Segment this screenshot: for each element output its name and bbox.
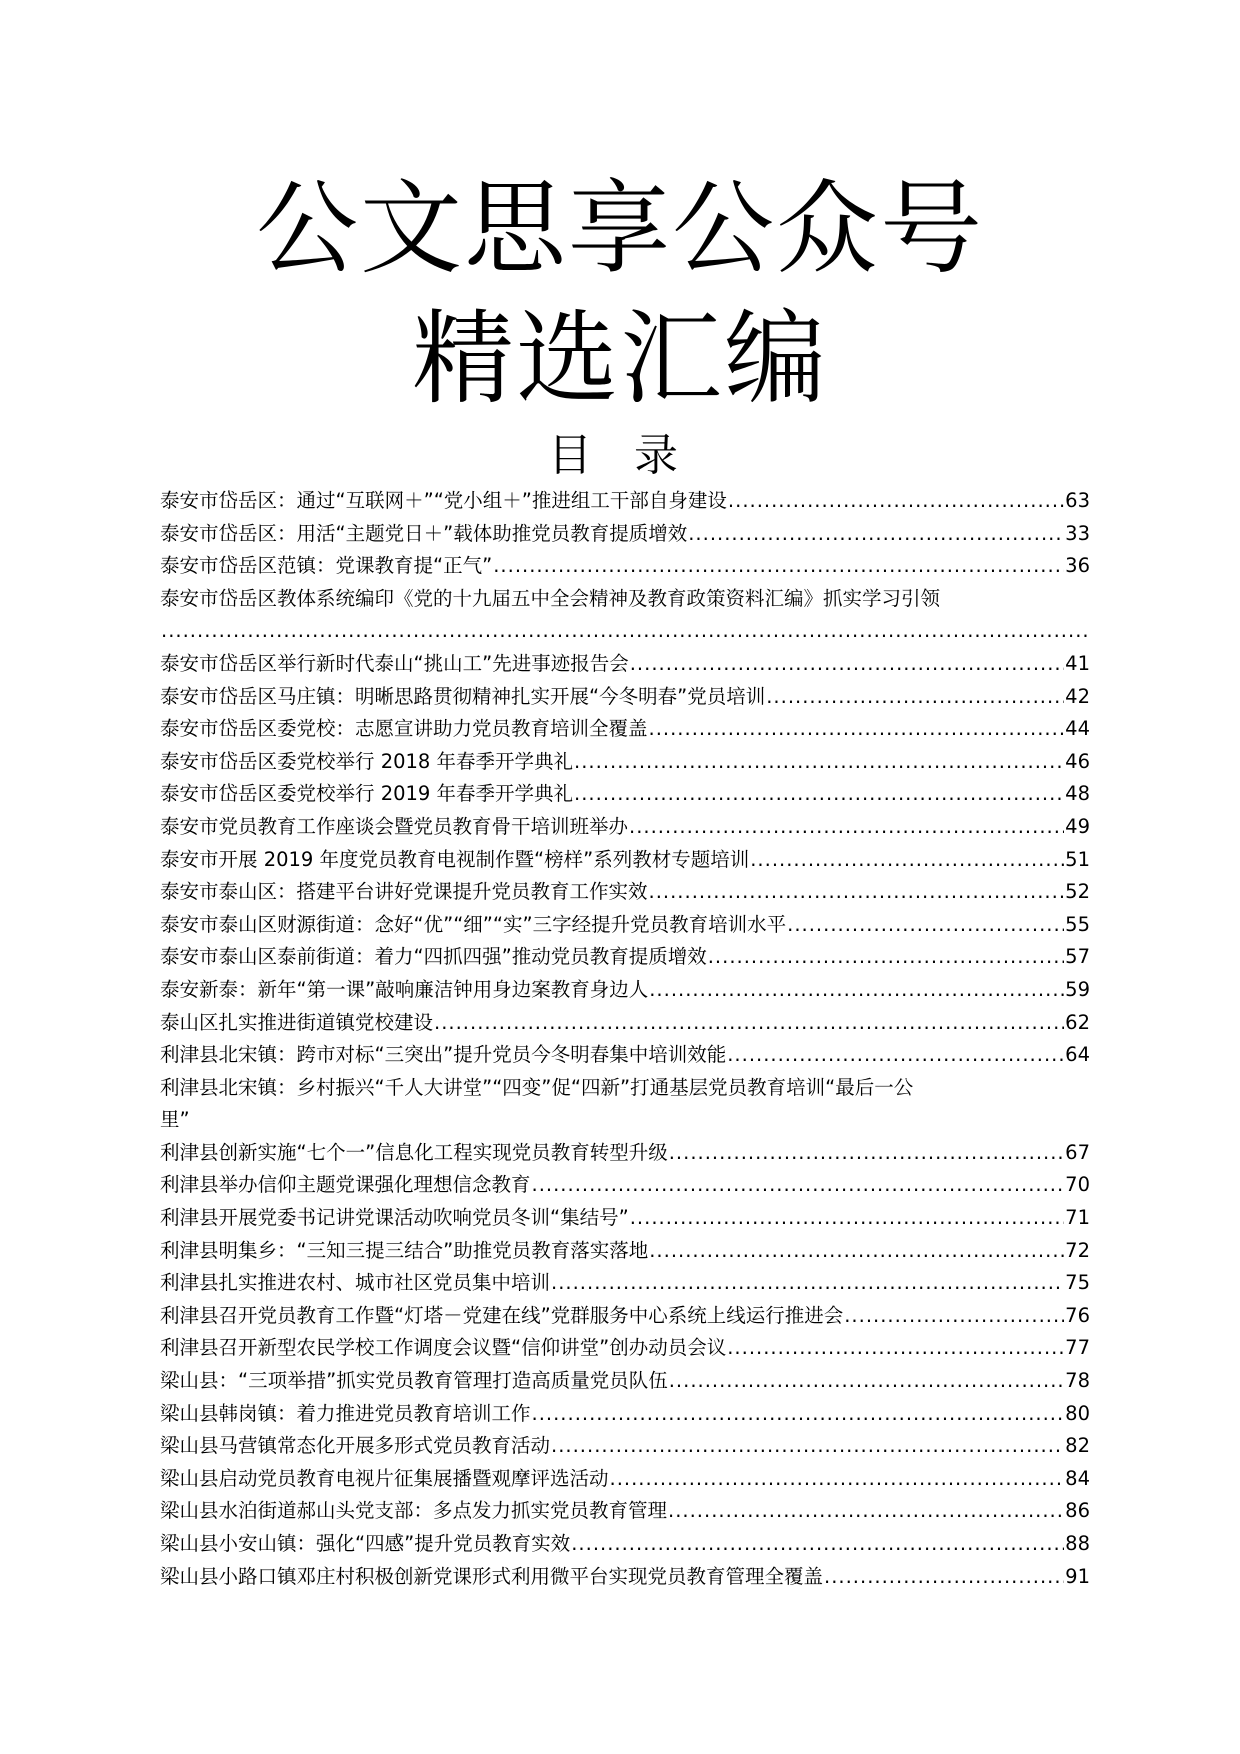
toc-leader-dots — [610, 1463, 1065, 1496]
document-title-line1: 公文思享公众号 — [256, 170, 984, 289]
toc-page-number: 91 — [1065, 1564, 1090, 1588]
toc-entry[interactable] — [160, 1561, 1090, 1594]
toc-page-number: 82 — [1065, 1434, 1090, 1458]
toc-entry-title: 梁山县马营镇常态化开展多形式党员教育活动 — [160, 1434, 551, 1458]
toc-entry[interactable] — [160, 713, 1090, 746]
toc-entry-title: 泰安市岱岳区：用活“主题党日＋”载体助推党员教育提质增效 — [160, 521, 688, 545]
toc-leader-dots — [630, 648, 1064, 681]
toc-page-number: 51 — [1065, 847, 1090, 871]
toc-entry[interactable] — [160, 1202, 1090, 1235]
toc-entry-title: 泰安市岱岳区委党校举行 2019 年春季开学典礼 — [160, 782, 574, 806]
toc-entry-title: 泰安市岱岳区：通过“互联网＋”“党小组＋”推进组工干部自身建设 — [160, 489, 727, 512]
toc-page-number: 62 — [1065, 1010, 1090, 1034]
toc-page-number: 57 — [1065, 945, 1090, 969]
toc-entry-title: 泰安市开展 2019 年度党员教育电视制作暨“榜样”系列教材专题培训 — [160, 847, 750, 871]
toc-entry-title: 梁山县小安山镇：强化“四感”提升党员教育实效 — [160, 1532, 571, 1555]
toc-entry[interactable] — [160, 1072, 1090, 1137]
toc-entry[interactable] — [160, 583, 1090, 648]
toc-entry[interactable] — [160, 1137, 1090, 1170]
document-title-line2: 精选汇编 — [412, 300, 828, 419]
toc-entry[interactable] — [160, 1039, 1090, 1072]
toc-leader-dots — [629, 811, 1064, 844]
toc-heading: 目 录 — [548, 430, 692, 481]
toc-page-number: 52 — [1065, 880, 1090, 904]
toc-page-number: 88 — [1065, 1532, 1090, 1555]
toc-entry-title: 梁山县韩岗镇：着力推进党员教育培训工作 — [160, 1401, 531, 1425]
toc-entry-title: 泰安市岱岳区委党校举行 2018 年春季开学典礼 — [160, 749, 574, 773]
toc-leader-dots — [669, 1137, 1064, 1170]
toc-entry-title: 泰安市泰山区泰前街道：着力“四抓四强”推动党员教育提质增效 — [160, 945, 707, 969]
toc-entry-title: 利津县北宋镇：乡村振兴“千人大讲堂”“四变”促“四新”打通基层党员教育培训“最后一公 — [160, 1075, 914, 1099]
toc-leader-dots — [727, 1039, 1064, 1072]
toc-page-number: 36 — [1065, 554, 1090, 578]
toc-entry[interactable] — [160, 485, 1090, 518]
toc-entry-title: 梁山县小路口镇邓庄村积极创新党课形式利用微平台实现党员教育管理全覆盖 — [160, 1564, 824, 1588]
toc-page-number: 75 — [1065, 1271, 1090, 1295]
toc-page-number: 49 — [1065, 814, 1090, 838]
toc-entry[interactable] — [160, 1528, 1090, 1561]
toc-entry-title: 梁山县：“三项举措”抓实党员教育管理打造高质量党员队伍 — [160, 1369, 668, 1393]
toc-entry[interactable] — [160, 1430, 1090, 1463]
toc-leader-dots — [727, 1332, 1064, 1365]
toc-leader-dots — [434, 1007, 1064, 1040]
toc-leader-dots — [688, 518, 1064, 551]
toc-page-number: 64 — [1065, 1043, 1090, 1067]
toc-page-number: 84 — [1065, 1466, 1090, 1490]
toc-leader-dots — [844, 1300, 1064, 1333]
toc-leader-dots — [787, 909, 1064, 942]
toc-entry[interactable] — [160, 681, 1090, 714]
toc-entry[interactable] — [160, 648, 1090, 681]
toc-leader-dots — [649, 876, 1065, 909]
toc-leader-dots — [532, 1398, 1065, 1431]
toc-leader-dots — [571, 1528, 1064, 1561]
toc-entry-title: 泰安市党员教育工作座谈会暨党员教育骨干培训班举办 — [160, 814, 629, 838]
toc-entry-title: 泰安新泰：新年“第一课”敲响廉洁钟用身边案教育身边人 — [160, 977, 649, 1001]
toc-entry[interactable] — [160, 1267, 1090, 1300]
toc-entry[interactable] — [160, 1365, 1090, 1398]
toc-entry[interactable] — [160, 941, 1090, 974]
toc-page-number: 42 — [1065, 684, 1090, 708]
toc-entry-title: 泰安市泰山区财源街道：念好“优”“细”“实”三字经提升党员教育培训水平 — [160, 912, 787, 936]
toc-entry[interactable] — [160, 1300, 1090, 1333]
toc-entry-title: 梁山县水泊街道郝山头党支部：多点发力抓实党员教育管理 — [160, 1499, 668, 1523]
toc-entry[interactable] — [160, 778, 1090, 811]
toc-leader-dots — [728, 485, 1064, 518]
toc-leader-dots — [750, 844, 1064, 877]
toc-entry-title: 泰安市岱岳区委党校：志愿宣讲助力党员教育培训全覆盖 — [160, 717, 648, 741]
toc-leader-dots — [649, 1235, 1064, 1268]
toc-page-number: 78 — [1065, 1369, 1090, 1393]
toc-entry-title: 泰安市岱岳区举行新时代泰山“挑山工”先进事迹报告会 — [160, 651, 629, 675]
toc-leader-dots — [649, 713, 1065, 746]
toc-entry[interactable] — [160, 746, 1090, 779]
toc-page-number: 48 — [1065, 782, 1090, 806]
toc-leader-dots — [532, 1169, 1065, 1202]
toc-entry-title: 利津县举办信仰主题党课强化理想信念教育 — [160, 1173, 531, 1197]
toc-page-number: 86 — [1065, 1499, 1090, 1523]
toc-entry[interactable] — [160, 1495, 1090, 1528]
toc-entry[interactable] — [160, 550, 1090, 583]
toc-page-number: 77 — [1065, 1336, 1090, 1360]
toc-page-number: 44 — [1065, 717, 1090, 741]
toc-entry-title: 利津县北宋镇：跨市对标“三突出”提升党员今冬明春集中培训效能 — [160, 1043, 727, 1067]
toc-page-number: 41 — [1065, 651, 1090, 675]
toc-page-number: 71 — [1065, 1206, 1090, 1230]
toc-entry-title: 利津县创新实施“七个一”信息化工程实现党员教育转型升级 — [160, 1140, 668, 1164]
toc-page-number: 80 — [1065, 1401, 1090, 1425]
toc-leader-dots — [493, 550, 1064, 583]
toc-entry-title: 泰安市泰山区：搭建平台讲好党课提升党员教育工作实效 — [160, 880, 648, 904]
toc-page-number: 46 — [1065, 749, 1090, 773]
toc-entry[interactable] — [160, 1398, 1090, 1431]
toc-page-number: 33 — [1065, 521, 1090, 545]
toc-page-number: 67 — [1065, 1140, 1090, 1164]
toc-entry[interactable] — [160, 1169, 1090, 1202]
toc-page-number: 59 — [1065, 977, 1090, 1001]
toc-page-number: 55 — [1065, 912, 1090, 936]
toc-leader-dots — [649, 974, 1064, 1007]
toc-leader-dots — [551, 1267, 1064, 1300]
toc-page-number: 72 — [1065, 1238, 1090, 1262]
toc-entry[interactable] — [160, 909, 1090, 942]
toc-entry[interactable] — [160, 876, 1090, 909]
toc-entry-title: 利津县召开党员教育工作暨“灯塔－党建在线”党群服务中心系统上线运行推进会 — [160, 1303, 844, 1327]
toc-entry[interactable] — [160, 844, 1090, 877]
toc-entry-title: 泰安市岱岳区马庄镇：明晰思路贯彻精神扎实开展“今冬明春”党员培训 — [160, 684, 766, 708]
toc-entry-title: 利津县扎实推进农村、城市社区党员集中培训 — [160, 1271, 551, 1295]
toc-entry[interactable] — [160, 811, 1090, 844]
toc-entry-title: 泰安市岱岳区范镇：党课教育提“正气” — [160, 554, 493, 578]
toc-entry-title: 利津县开展党委书记讲党课活动吹响党员冬训“集结号” — [160, 1206, 629, 1230]
toc-entry[interactable] — [160, 1332, 1090, 1365]
toc-entry-title: 利津县明集乡：“三知三提三结合”助推党员教育落实落地 — [160, 1238, 649, 1262]
toc-leader-dots — [161, 615, 1089, 648]
toc-entry-title-continued: 里” — [160, 1108, 190, 1132]
toc-entry[interactable] — [160, 1007, 1090, 1040]
toc-entry[interactable] — [160, 974, 1090, 1007]
toc-leader-dots — [574, 746, 1064, 779]
toc-entry-title: 梁山县启动党员教育电视片征集展播暨观摩评选活动 — [160, 1466, 609, 1490]
table-of-contents — [160, 485, 1090, 1593]
toc-leader-dots — [551, 1430, 1064, 1463]
toc-entry[interactable] — [160, 518, 1090, 551]
toc-entry[interactable] — [160, 1235, 1090, 1268]
toc-leader-dots — [824, 1561, 1064, 1594]
toc-page-number: 70 — [1065, 1173, 1090, 1197]
toc-leader-dots — [630, 1202, 1064, 1235]
toc-entry-title: 泰安市岱岳区教体系统编印《党的十九届五中全会精神及教育政策资料汇编》抓实学习引领 — [160, 586, 941, 610]
toc-page-number: 76 — [1065, 1303, 1090, 1327]
toc-leader-dots — [766, 681, 1064, 714]
toc-page-number: 63 — [1065, 489, 1090, 512]
toc-entry[interactable] — [160, 1463, 1090, 1496]
toc-leader-dots — [708, 941, 1064, 974]
toc-leader-dots — [669, 1365, 1064, 1398]
toc-entry-title: 利津县召开新型农民学校工作调度会议暨“信仰讲堂”创办动员会议 — [160, 1336, 727, 1360]
toc-entry-title: 泰山区扎实推进街道镇党校建设 — [160, 1010, 434, 1034]
toc-leader-dots — [668, 1495, 1064, 1528]
toc-leader-dots — [574, 778, 1064, 811]
